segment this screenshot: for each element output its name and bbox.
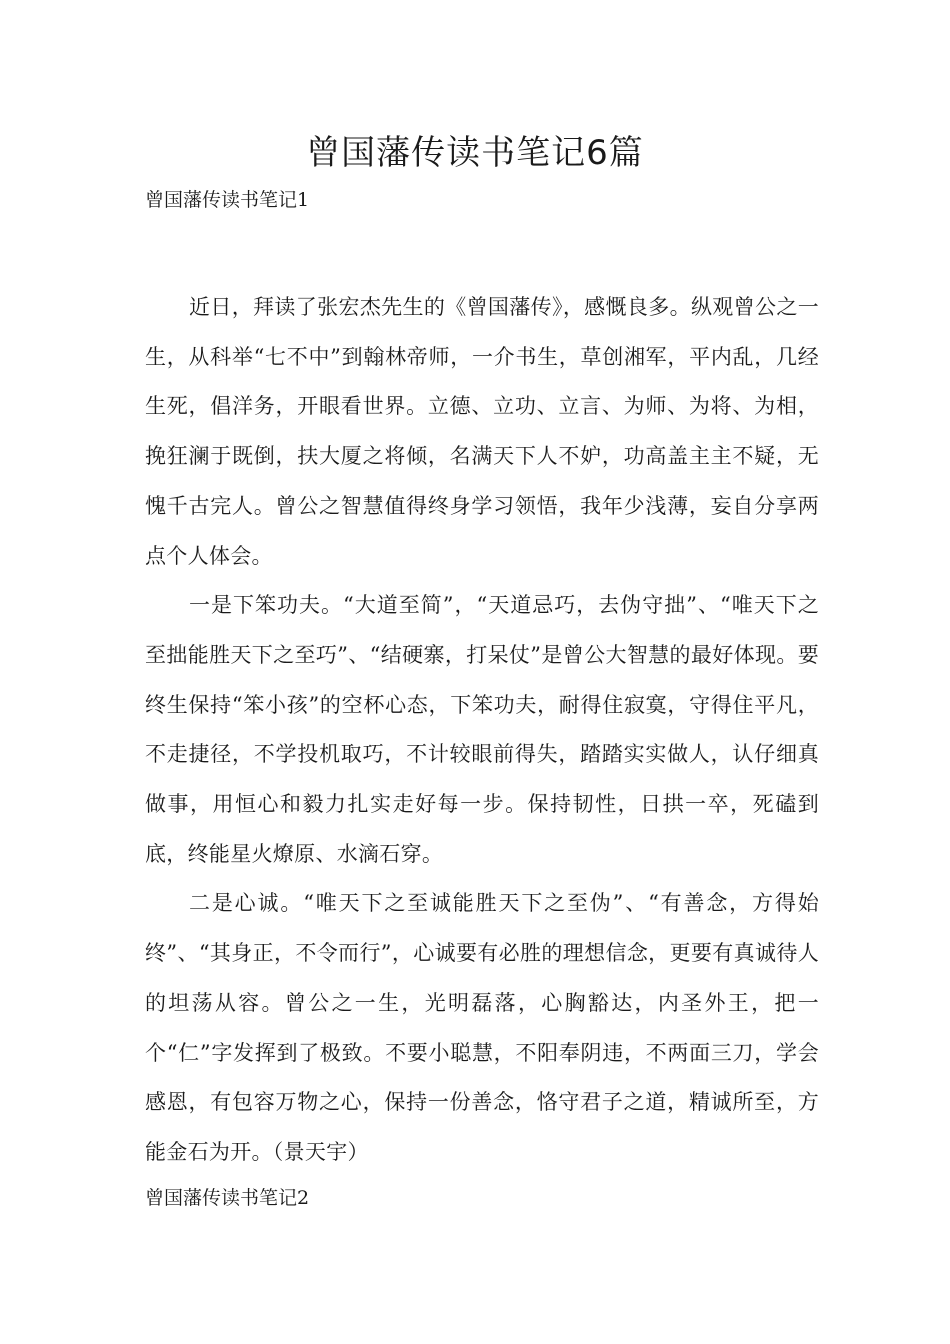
paragraph-2: 一是下笨功夫。“大道至简”，“天道忌巧，去伪守拙”、“唯天下之至拙能胜天下之至巧”、“结硬寨，打呆仗”是曾公大智慧的最好体现。要终生保持“笨小孩”的空杯心态，下笨功夫，耐得住寂寞，守得住平凡，不走捷径，不学投机取巧，不计较眼前得失，踏踏实实做人，认仔细真做事，用恒心和毅力扎实走好每一步。保持韧性，日拱一卒，死磕到底，终能星火燎原、水滴石穿。 <box>145 593 819 866</box>
section-heading-1: 曾国藩传读书笔记1 <box>145 189 310 211</box>
document-title: 曾国藩传读书笔记6篇 <box>306 133 644 173</box>
section-1-body <box>145 283 819 1178</box>
paragraph-1: 近日，拜读了张宏杰先生的《曾国藩传》，感慨良多。纵观曾公之一生，从科举“七不中”到翰林帝师，一介书生，草创湘军，平内乱，几经生死，倡洋务，开眼看世界。立德、立功、立言、为师、为将、为相，挽狂澜于既倒，扶大厦之将倾，名满天下人不妒，功高盖主主不疑，无愧千古完人。曾公之智慧值得终身学习领悟，我年少浅薄，妄自分享两点个人体会。 <box>145 295 819 568</box>
paragraph-3: 二是心诚。“唯天下之至诚能胜天下之至伪”、“有善念，方得始终”、“其身正，不令而行”，心诚要有必胜的理想信念，更要有真诚待人的坦荡从容。曾公之一生，光明磊落，心胸豁达，内圣外王，把一个“仁”字发挥到了极致。不要小聪慧，不阳奉阴违，不两面三刀，学会感恩，有包容万物之心，保持一份善念，恪守君子之道，精诚所至，方能金石为开。（景天宇） <box>145 891 819 1164</box>
section-heading-2: 曾国藩传读书笔记2 <box>145 1187 310 1209</box>
